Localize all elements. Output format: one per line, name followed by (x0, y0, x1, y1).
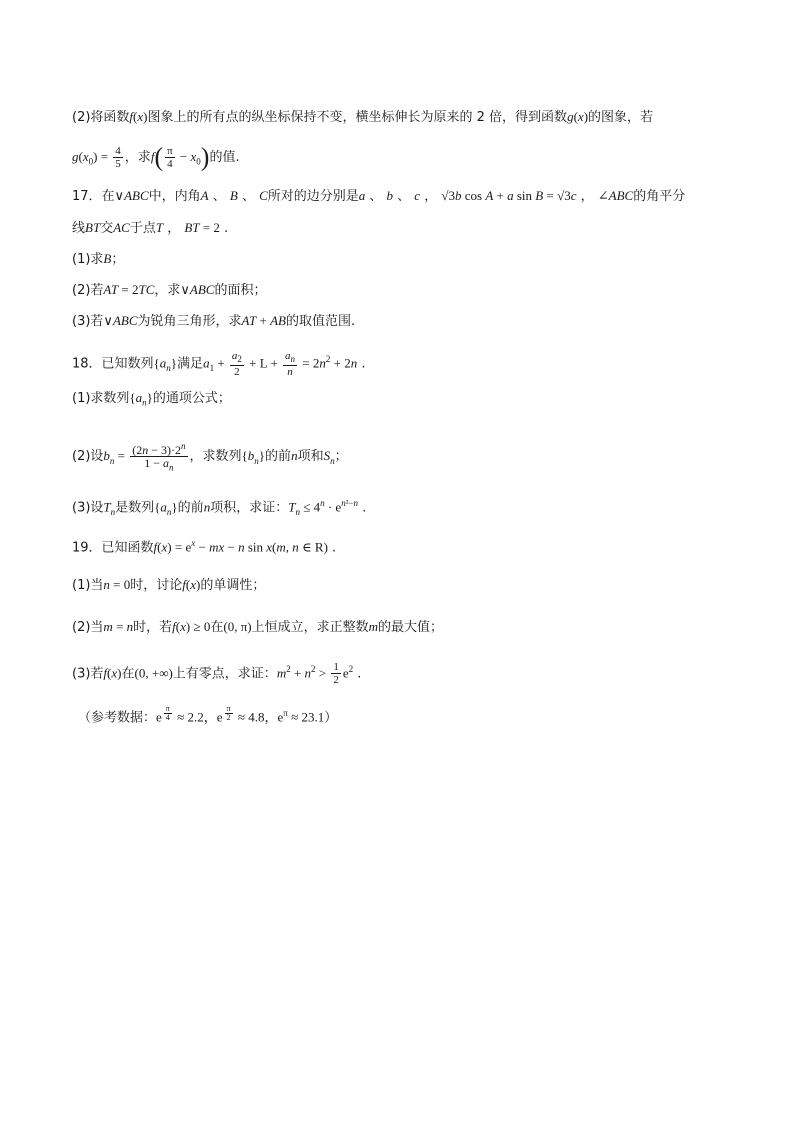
p18-q3: (3)设$T_n$是数列$\{a_n\}$的前n项积，求证：$T_n \le 4^n \cdot e^{n^2-n}$ . (72, 498, 367, 517)
text: 的最大值； (378, 620, 444, 635)
text: 的单调性； (200, 578, 266, 593)
text: 中，内角 (148, 189, 201, 204)
text: 的图象，若 (588, 110, 654, 125)
text: (1)当 (72, 578, 104, 593)
text: 的前 (265, 449, 292, 465)
text: 交 (100, 221, 114, 236)
text: 时，若 (133, 620, 173, 635)
p16-part2-line2: $g(x_0)$ = $\frac{4}{5}$ ，求f( $\frac{\pi}{4}$ − $x_0$)的值. (72, 142, 240, 172)
text: 18．已知数列 (72, 356, 154, 372)
text: 在 (121, 666, 135, 682)
text: 的值. (209, 150, 240, 165)
text: ， (264, 710, 278, 726)
text: 的角平分 (633, 189, 686, 204)
text: ，求 (124, 150, 151, 165)
text: 的前 (177, 500, 204, 516)
text: 19．已知函数 (72, 540, 154, 556)
p17-intro-line1: 17．在∨ABC中，内角A 、 B 、 C所对的边分别是a 、 b 、 c ， √3b cos A + a sin B = √3c ， ∠ABC的角平分 (72, 188, 686, 204)
text: 在 (210, 620, 224, 635)
text: 是数列 (115, 500, 155, 516)
p19-intro: 19．已知函数$f(x) = e^x$ − mx − n sin x(m, n ∈ R) . (72, 538, 337, 556)
text: 17．在 (72, 189, 115, 204)
text: 图象上的所有点的纵坐标保持不变，横坐标伸长为原来的 2 倍，得到函数 (147, 110, 568, 125)
p17-intro-line2: 线BT交AC于点T ， BT = 2 . (72, 220, 229, 236)
text: (3)设 (72, 500, 104, 516)
text: （参考数据： (78, 710, 157, 726)
math: f (129, 109, 134, 124)
text: ， (203, 710, 217, 726)
p18-q1: (1)求数列$\{a_n\}$的通项公式； (72, 390, 231, 408)
p17-q1: (1)求B； (72, 251, 125, 267)
text: 的取值范围. (285, 314, 356, 329)
text: 上有零点，求证： (172, 666, 277, 682)
p19-reference-data: （参考数据：e $^{\frac{\pi}{4}}$ ≈ 2.2，e $^{\frac{\pi}{2}}$ ≈ 4.8，$e^\pi \approx 23.1$） (78, 704, 338, 726)
text: 于点 (129, 221, 156, 236)
p19-q2: (2)当m = n时，若f(x) ≥ 0在(0, π)上恒成立，求正整数m的最大值； (72, 619, 444, 635)
text: (3)若 (72, 666, 104, 682)
p18-intro: 18．已知数列$\{a_n\}$满足$a_1$ + $\frac{a_2}{2}$ + L + $\frac{a_n}{n}$ = $2n^2 + 2n$ . (72, 349, 366, 378)
text: 项和 (297, 449, 324, 465)
text: (1)求 (72, 252, 104, 267)
text: 上恒成立，求正整数 (251, 620, 369, 635)
p17-q2: (2)若AT = 2TC，求∨ABC的面积； (72, 282, 267, 298)
text: 的通项公式； (152, 391, 231, 406)
text: (2)将函数 (72, 110, 130, 125)
text: 所对的边分别是 (267, 189, 359, 204)
text: ，求 (154, 283, 181, 298)
text: ，求数列 (189, 449, 242, 465)
text: (2)设 (72, 449, 104, 465)
text: 为锐角三角形，求 (137, 314, 242, 329)
p16-part2-line1: (2)将函数f(x)图象上的所有点的纵坐标保持不变，横坐标伸长为原来的 2 倍，得到函数g(x)的图象，若 (72, 109, 654, 125)
text: 满足 (177, 356, 204, 372)
text: 时，讨论 (130, 578, 183, 593)
fraction: $\frac{4}{5}$ (115, 145, 121, 170)
text: ） (324, 710, 338, 726)
text: (3)若 (72, 314, 104, 329)
p17-q3: (3)若∨ABC为锐角三角形，求AT + AB的取值范围. (72, 313, 356, 329)
p19-q3: (3)若f(x)在(0, +∞)上有零点，求证：$m^2 + n^2$ > $\frac{1}{2}$ $e^2$ . (72, 661, 362, 687)
text: (2)若 (72, 283, 104, 298)
p19-q1: (1)当n = 0时，讨论f(x)的单调性； (72, 577, 266, 593)
text: 项积，求证： (210, 500, 289, 516)
p18-q2: (2)设$b_n$ = $\frac{(2n - 3)\cdot 2^n}{1 - a_n}$ ，求数列$\{b_n\}$的前n项和$S_n$； (72, 441, 348, 473)
text: (1)求数列 (72, 391, 130, 406)
text: 的面积； (214, 283, 267, 298)
text: 线 (72, 221, 86, 236)
text: (2)当 (72, 620, 104, 635)
